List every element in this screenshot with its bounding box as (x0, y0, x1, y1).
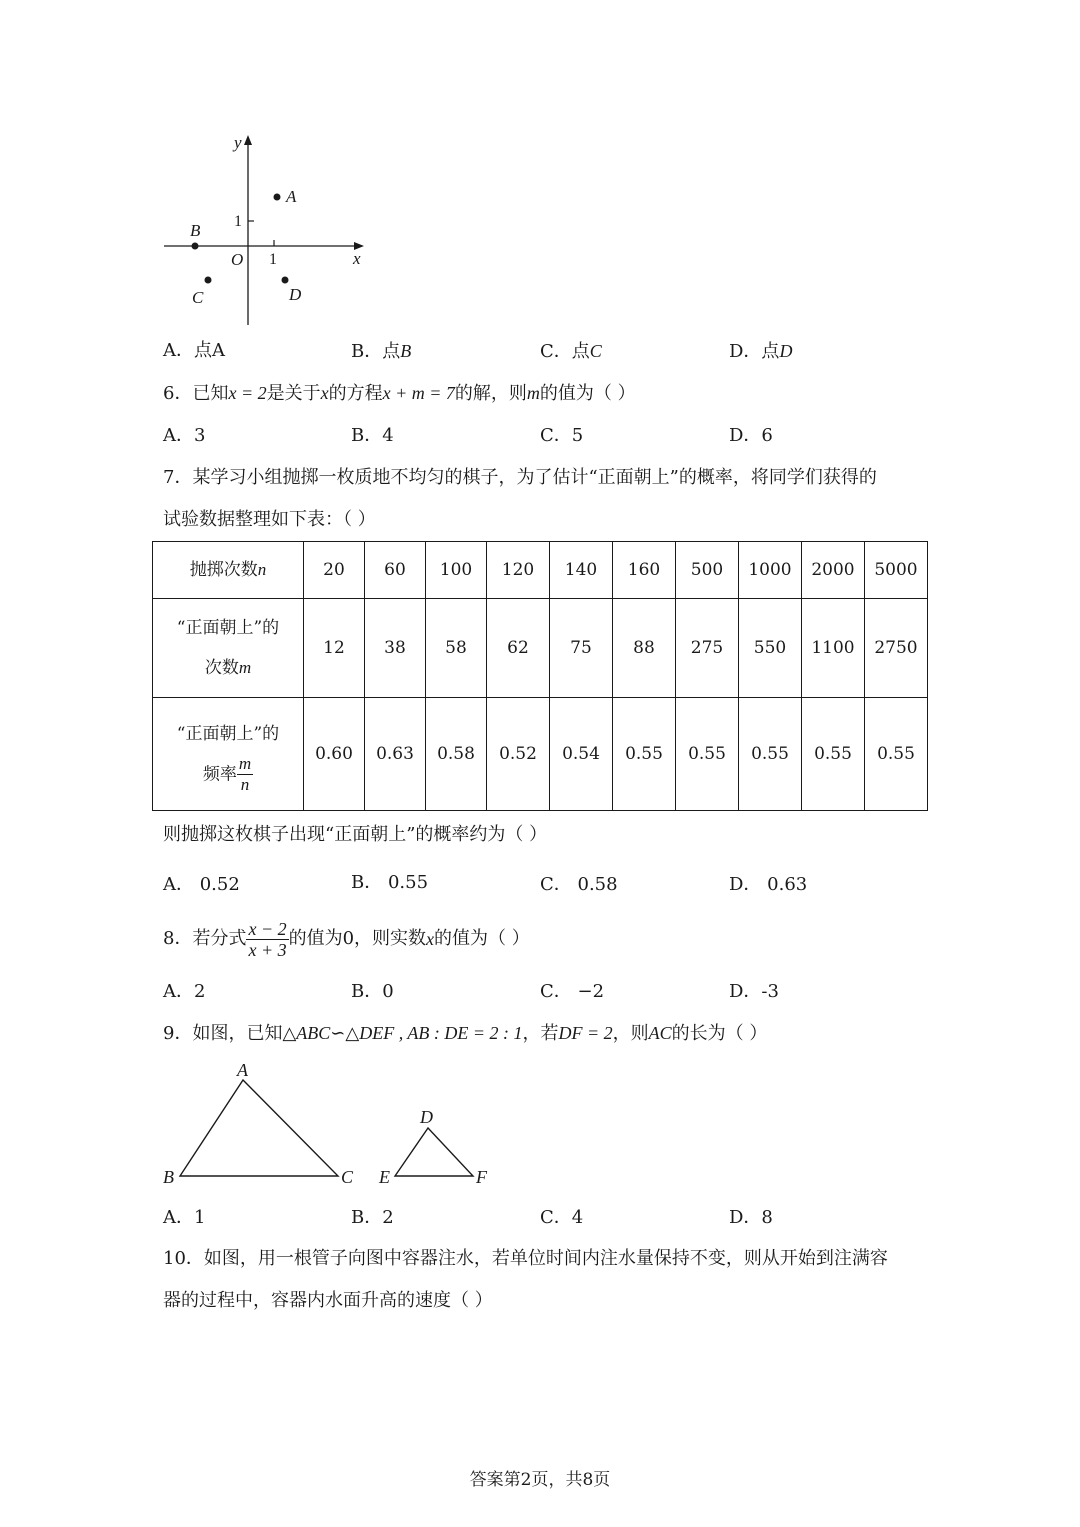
row-head-m: “正面朝上”的 次数m (153, 599, 304, 698)
table-row-n (153, 542, 928, 599)
q6-option-b[interactable]: B．4 (351, 425, 394, 446)
frequency-table (152, 541, 928, 811)
m-cell: 62 (487, 599, 550, 698)
point-d (282, 277, 289, 284)
m-cell: 38 (365, 599, 426, 698)
triangle-def (395, 1128, 473, 1176)
m-cell: 75 (550, 599, 613, 698)
n-cell: 500 (676, 542, 739, 599)
m-cell: 12 (304, 599, 365, 698)
axis-x-label: x (353, 249, 361, 268)
axis-y-label: y (234, 133, 242, 152)
q7-option-d[interactable]: D． 0.63 (729, 874, 808, 895)
m-cell: 58 (426, 599, 487, 698)
vertex-c: C (341, 1167, 354, 1187)
point-c (205, 277, 212, 284)
m-cell: 275 (676, 599, 739, 698)
m-cell: 550 (739, 599, 802, 698)
freq-cell: 0.52 (487, 698, 550, 811)
triangle-abc (180, 1080, 338, 1176)
freq-cell: 0.55 (739, 698, 802, 811)
q9-stem: 9．如图，已知△ABC∽△DEF , AB : DE = 2 : 1，若DF = 2，则AC的长为（ ） (163, 1023, 768, 1044)
freq-cell: 0.55 (865, 698, 928, 811)
q7-stem-line1: 7．某学习小组抛掷一枚质地不均匀的棋子，为了估计“正面朝上”的概率，将同学们获得的 (163, 467, 877, 488)
page-footer: 答案第2页，共8页 (469, 1470, 611, 1490)
q9-option-b[interactable]: B．2 (351, 1207, 394, 1228)
q8-stem: 8．若分式 $\frac{x - 2}{x + 3}$ 的值为0，则实数x的值为（ ） (163, 918, 530, 960)
q7-stem-line2: 试验数据整理如下表：（ ） (163, 509, 376, 530)
q10-stem-line1: 10．如图，用一根管子向图中容器注水，若单位时间内注水量保持不变，则从开始到注满容 (163, 1248, 888, 1269)
q8-option-a[interactable]: A．2 (163, 981, 206, 1002)
freq-cell: 0.63 (365, 698, 426, 811)
q7-option-b[interactable]: B． 0.55 (351, 872, 429, 893)
q7-question: 则抛掷这枚棋子出现“正面朝上”的概率约为（ ） (163, 824, 548, 845)
m-cell: 2750 (865, 599, 928, 698)
vertex-a: A (237, 1060, 248, 1080)
n-cell: 140 (550, 542, 613, 599)
n-cell: 120 (487, 542, 550, 599)
table-row-m (153, 599, 928, 698)
freq-cell: 0.55 (676, 698, 739, 811)
vertex-f: F (476, 1167, 487, 1187)
q10-stem-line2: 器的过程中，容器内水面升高的速度（ ） (163, 1290, 493, 1311)
q5-option-d[interactable]: D．点D (729, 341, 793, 362)
similar-triangles-figure (155, 1055, 515, 1195)
freq-cell: 0.54 (550, 698, 613, 811)
q5-option-c[interactable]: C．点C (540, 341, 602, 362)
freq-cell: 0.55 (802, 698, 865, 811)
coordinate-figure (150, 125, 380, 335)
m-cell: 1100 (802, 599, 865, 698)
q8-fraction: $\frac{x - 2}{x + 3}$ (248, 918, 287, 960)
label-c: C (192, 288, 204, 307)
freq-cell: 0.60 (304, 698, 365, 811)
q6-option-d[interactable]: D．6 (729, 425, 773, 446)
q9-option-a[interactable]: A．1 (163, 1207, 206, 1228)
q8-option-d[interactable]: D．-3 (729, 981, 779, 1002)
row-head-freq: “正面朝上”的 频率 $\frac{m}{n}$ (153, 698, 304, 811)
vertex-e: E (379, 1167, 390, 1187)
q6-option-c[interactable]: C．5 (540, 425, 584, 446)
n-cell: 60 (365, 542, 426, 599)
q8-option-c[interactable]: C． −2 (540, 981, 605, 1002)
point-b (192, 243, 199, 250)
freq-cell: 0.55 (613, 698, 676, 811)
label-a: A (286, 187, 297, 206)
n-cell: 2000 (802, 542, 865, 599)
q9-option-d[interactable]: D．8 (729, 1207, 773, 1228)
q7-option-c[interactable]: C． 0.58 (540, 874, 618, 895)
point-a (274, 194, 281, 201)
tick-y-label: 1 (234, 213, 242, 230)
origin-label: O (231, 250, 244, 269)
n-cell: 5000 (865, 542, 928, 599)
n-cell: 160 (613, 542, 676, 599)
n-cell: 1000 (739, 542, 802, 599)
q5-option-a[interactable]: A．点A (163, 340, 225, 361)
m-cell: 88 (613, 599, 676, 698)
vertex-d: D (420, 1107, 433, 1127)
q5-option-b[interactable]: B．点B (351, 341, 412, 362)
n-cell: 20 (304, 542, 365, 599)
n-cell: 100 (426, 542, 487, 599)
vertex-b: B (163, 1167, 174, 1187)
q8-option-b[interactable]: B．0 (351, 981, 394, 1002)
label-d: D (289, 285, 302, 304)
tick-x-label: 1 (269, 251, 277, 268)
freq-cell: 0.58 (426, 698, 487, 811)
freq-fraction: $\frac{m}{n}$ (238, 753, 252, 794)
label-b: B (190, 221, 201, 240)
row-head-n: 抛掷次数n (153, 542, 304, 599)
q9-option-c[interactable]: C．4 (540, 1207, 584, 1228)
q6-stem: 6．已知x = 2是关于x的方程x + m = 7的解，则m的值为（ ） (163, 383, 636, 404)
q6-option-a[interactable]: A．3 (163, 425, 206, 446)
q7-option-a[interactable]: A． 0.52 (163, 874, 240, 895)
table-row-freq (153, 698, 928, 811)
